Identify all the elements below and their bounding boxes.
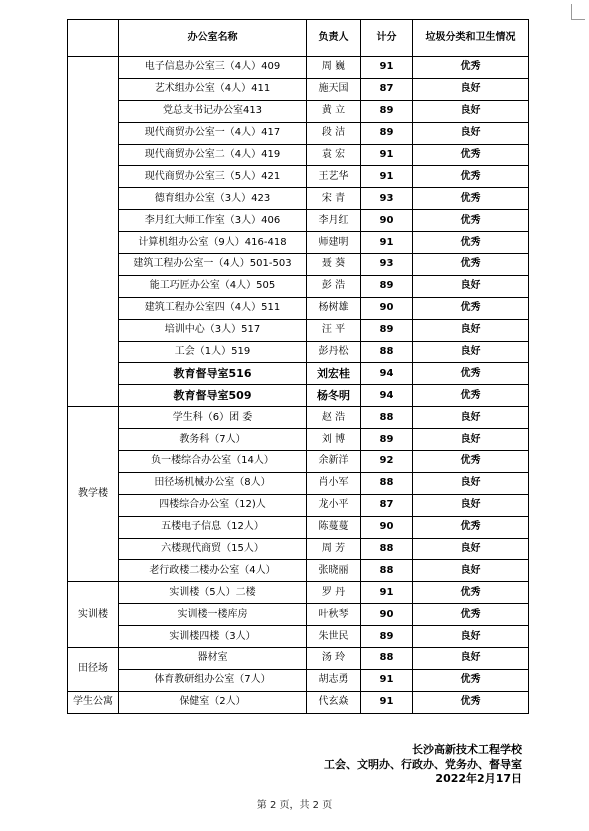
evaluation-cell: 优秀 [413, 232, 529, 254]
table-row [68, 407, 529, 429]
office-name-cell: 田径场机械办公室（8人） [119, 472, 307, 494]
table-row [68, 341, 529, 363]
evaluation-cell: 优秀 [413, 57, 529, 79]
evaluation-cell: 良好 [413, 275, 529, 297]
table-row [68, 648, 529, 670]
evaluation-cell: 良好 [413, 429, 529, 451]
departments: 工会、文明办、行政办、党务办、督导室 [324, 757, 522, 771]
office-name-cell: 现代商贸办公室三（5人）421 [119, 166, 307, 188]
score-cell: 89 [361, 429, 413, 451]
score-cell: 93 [361, 254, 413, 276]
office-name-cell: 能工巧匠办公室（4人）505 [119, 275, 307, 297]
table-row [68, 297, 529, 319]
person-cell: 袁 宏 [307, 144, 361, 166]
person-cell: 刘宏桂 [307, 363, 361, 385]
score-cell: 91 [361, 144, 413, 166]
person-cell: 赵 浩 [307, 407, 361, 429]
office-name-cell: 党总支书记办公室413 [119, 100, 307, 122]
header-office-name: 办公室名称 [119, 20, 307, 57]
person-cell: 肖小军 [307, 472, 361, 494]
table-row [68, 100, 529, 122]
person-cell: 胡志勇 [307, 669, 361, 691]
score-cell: 88 [361, 648, 413, 670]
office-name-cell: 实训楼一楼库房 [119, 604, 307, 626]
office-name-cell: 德育组办公室（3人）423 [119, 188, 307, 210]
score-cell: 91 [361, 669, 413, 691]
evaluation-cell: 良好 [413, 319, 529, 341]
school-name: 长沙高新技术工程学校 [412, 743, 522, 756]
table-row [68, 232, 529, 254]
evaluation-cell: 优秀 [413, 582, 529, 604]
office-name-cell: 教务科（7人） [119, 429, 307, 451]
office-name-cell: 器材室 [119, 648, 307, 670]
evaluation-cell: 良好 [413, 407, 529, 429]
table-row [68, 254, 529, 276]
evaluation-cell: 优秀 [413, 604, 529, 626]
person-cell: 龙小平 [307, 494, 361, 516]
table-row [68, 78, 529, 100]
evaluation-cell: 优秀 [413, 144, 529, 166]
table-row [68, 210, 529, 232]
office-hygiene-table [67, 19, 529, 714]
score-cell: 89 [361, 275, 413, 297]
person-cell: 黄 立 [307, 100, 361, 122]
score-cell: 90 [361, 604, 413, 626]
score-cell: 89 [361, 626, 413, 648]
evaluation-cell: 优秀 [413, 669, 529, 691]
table-row [68, 122, 529, 144]
office-name-cell: 计算机组办公室（9人）416-418 [119, 232, 307, 254]
table-row [68, 385, 529, 407]
table-row [68, 188, 529, 210]
table-row [68, 626, 529, 648]
evaluation-cell: 优秀 [413, 516, 529, 538]
score-cell: 94 [361, 385, 413, 407]
evaluation-cell: 优秀 [413, 691, 529, 713]
evaluation-cell: 优秀 [413, 254, 529, 276]
evaluation-cell: 良好 [413, 341, 529, 363]
person-cell: 罗 丹 [307, 582, 361, 604]
header-score: 计分 [361, 20, 413, 57]
person-cell: 段 洁 [307, 122, 361, 144]
score-cell: 90 [361, 210, 413, 232]
header-category [68, 20, 119, 57]
score-cell: 90 [361, 516, 413, 538]
category-cell: 田径场 [68, 648, 119, 692]
person-cell: 李月红 [307, 210, 361, 232]
evaluation-cell: 优秀 [413, 385, 529, 407]
evaluation-cell: 优秀 [413, 451, 529, 473]
score-cell: 93 [361, 188, 413, 210]
person-cell: 师建明 [307, 232, 361, 254]
office-name-cell: 教育督导室516 [119, 363, 307, 385]
page-number: 第 2 页，共 2 页 [256, 800, 333, 811]
person-cell: 王艺华 [307, 166, 361, 188]
office-name-cell: 实训楼（5人）二楼 [119, 582, 307, 604]
person-cell: 张晓丽 [307, 560, 361, 582]
evaluation-cell: 优秀 [413, 188, 529, 210]
person-cell: 叶秋琴 [307, 604, 361, 626]
table-row [68, 669, 529, 691]
table-row [68, 691, 529, 713]
evaluation-cell: 良好 [413, 560, 529, 582]
person-cell: 朱世民 [307, 626, 361, 648]
office-name-cell: 现代商贸办公室二（4人）419 [119, 144, 307, 166]
category-cell: 实训楼 [68, 582, 119, 648]
score-cell: 90 [361, 297, 413, 319]
table-row [68, 451, 529, 473]
table-body [68, 57, 529, 714]
office-name-cell: 李月红大师工作室（3人）406 [119, 210, 307, 232]
person-cell: 陈蔓蔓 [307, 516, 361, 538]
category-cell: 学生公寓 [68, 691, 119, 713]
table-row [68, 166, 529, 188]
office-name-cell: 艺术组办公室（4人）411 [119, 78, 307, 100]
person-cell: 杨树雄 [307, 297, 361, 319]
score-cell: 89 [361, 100, 413, 122]
office-name-cell: 工会（1人）519 [119, 341, 307, 363]
score-cell: 88 [361, 341, 413, 363]
office-name-cell: 五楼电子信息（12人） [119, 516, 307, 538]
office-name-cell: 现代商贸办公室一（4人）417 [119, 122, 307, 144]
evaluation-cell: 良好 [413, 494, 529, 516]
table-row [68, 144, 529, 166]
table-header-row [68, 20, 529, 57]
table-row [68, 494, 529, 516]
office-name-cell: 保健室（2人） [119, 691, 307, 713]
score-cell: 89 [361, 122, 413, 144]
person-cell: 杨冬明 [307, 385, 361, 407]
score-cell: 92 [361, 451, 413, 473]
header-evaluation: 垃圾分类和卫生情况 [413, 20, 529, 57]
person-cell: 代玄焱 [307, 691, 361, 713]
signature-date: 2022年2月17日 [435, 772, 522, 785]
table-row [68, 429, 529, 451]
evaluation-cell: 良好 [413, 472, 529, 494]
evaluation-cell: 良好 [413, 648, 529, 670]
evaluation-cell: 良好 [413, 78, 529, 100]
table-row [68, 319, 529, 341]
score-cell: 91 [361, 691, 413, 713]
person-cell: 周 芳 [307, 538, 361, 560]
office-name-cell: 建筑工程办公室四（4人）511 [119, 297, 307, 319]
person-cell: 彭 浩 [307, 275, 361, 297]
score-cell: 91 [361, 57, 413, 79]
office-name-cell: 实训楼四楼（3人） [119, 626, 307, 648]
person-cell: 彭丹松 [307, 341, 361, 363]
score-cell: 88 [361, 538, 413, 560]
evaluation-cell: 优秀 [413, 210, 529, 232]
office-name-cell: 教育督导室509 [119, 385, 307, 407]
evaluation-cell: 优秀 [413, 363, 529, 385]
person-cell: 施天国 [307, 78, 361, 100]
office-name-cell: 培训中心（3人）517 [119, 319, 307, 341]
score-cell: 94 [361, 363, 413, 385]
table-row [68, 560, 529, 582]
evaluation-cell: 良好 [413, 626, 529, 648]
person-cell: 聂 葵 [307, 254, 361, 276]
table-row [68, 57, 529, 79]
score-cell: 91 [361, 166, 413, 188]
office-name-cell: 老行政楼二楼办公室（4人） [119, 560, 307, 582]
office-name-cell: 学生科（6）团 委 [119, 407, 307, 429]
evaluation-cell: 良好 [413, 122, 529, 144]
person-cell: 汤 玲 [307, 648, 361, 670]
page-corner-mark [571, 4, 585, 20]
table-row [68, 538, 529, 560]
office-name-cell: 六楼现代商贸（15人） [119, 538, 307, 560]
office-name-cell: 建筑工程办公室一（4人）501-503 [119, 254, 307, 276]
table-row [68, 472, 529, 494]
person-cell: 宋 青 [307, 188, 361, 210]
table-row [68, 604, 529, 626]
office-name-cell: 体育教研组办公室（7人） [119, 669, 307, 691]
score-cell: 91 [361, 232, 413, 254]
person-cell: 刘 博 [307, 429, 361, 451]
header-person-in-charge: 负责人 [307, 20, 361, 57]
person-cell: 周 巍 [307, 57, 361, 79]
evaluation-cell: 良好 [413, 538, 529, 560]
table-row [68, 275, 529, 297]
score-cell: 87 [361, 494, 413, 516]
office-name-cell: 电子信息办公室三（4人）409 [119, 57, 307, 79]
evaluation-cell: 优秀 [413, 166, 529, 188]
office-name-cell: 四楼综合办公室（12)人 [119, 494, 307, 516]
category-cell: 教学楼 [68, 407, 119, 582]
person-cell: 余新洋 [307, 451, 361, 473]
person-cell: 汪 平 [307, 319, 361, 341]
evaluation-cell: 良好 [413, 100, 529, 122]
signature-block [324, 743, 522, 787]
category-cell [68, 57, 119, 407]
score-cell: 87 [361, 78, 413, 100]
table-row [68, 516, 529, 538]
office-name-cell: 负一楼综合办公室（14人） [119, 451, 307, 473]
score-cell: 89 [361, 319, 413, 341]
table-row [68, 363, 529, 385]
score-cell: 88 [361, 407, 413, 429]
evaluation-cell: 优秀 [413, 297, 529, 319]
score-cell: 91 [361, 582, 413, 604]
table-row [68, 582, 529, 604]
score-cell: 88 [361, 560, 413, 582]
score-cell: 88 [361, 472, 413, 494]
